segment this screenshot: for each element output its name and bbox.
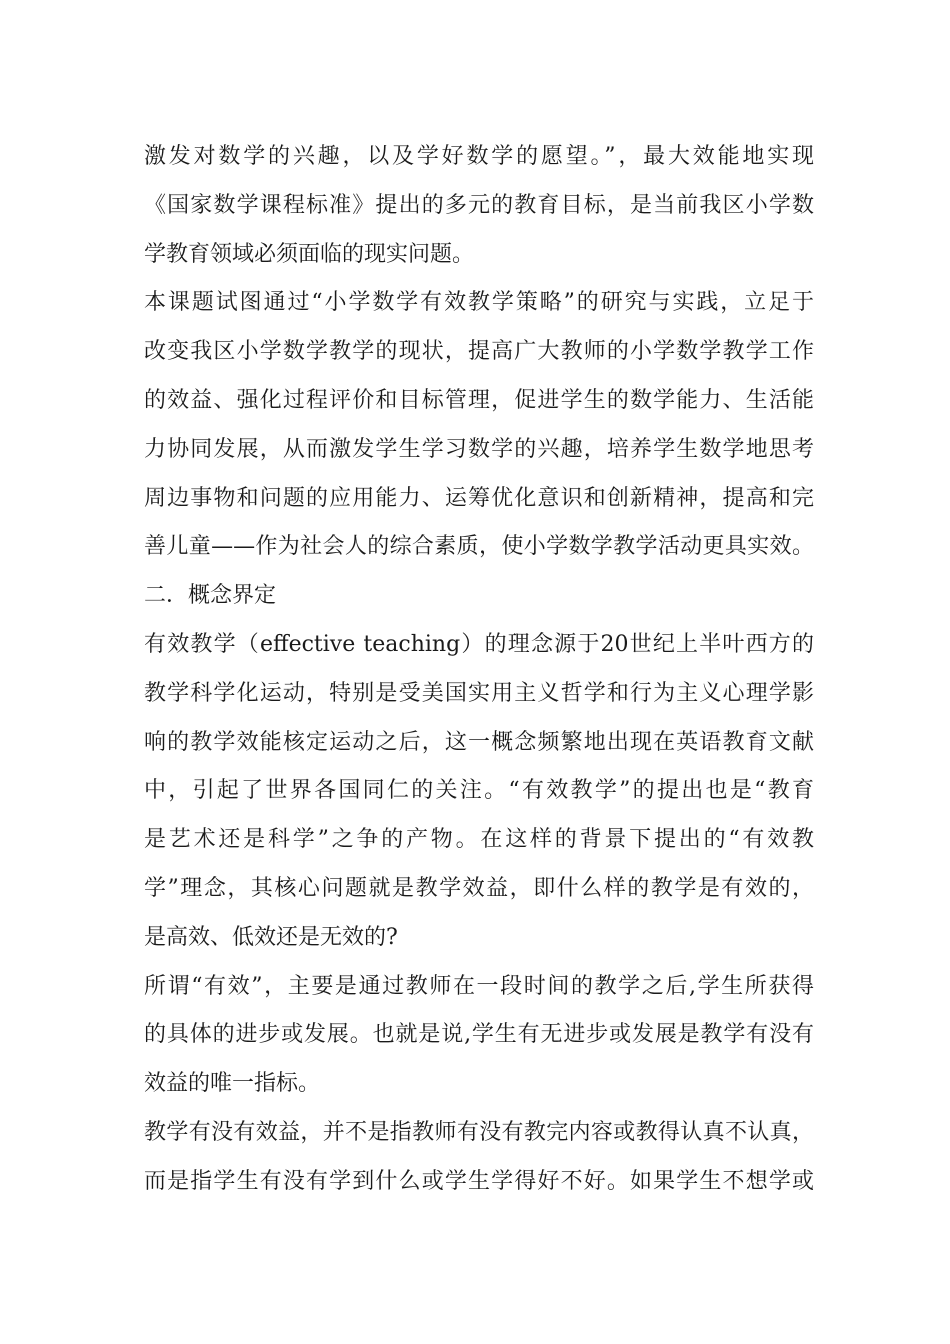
text-line: 激发对数学的兴趣，以及学好数学的愿望。”，最大效能地实现	[144, 144, 814, 169]
text-line: 二．概念界定	[144, 583, 277, 609]
text-line: 的具体的进步或发展。也就是说,学生有无进步或发展是教学有没有	[144, 1022, 814, 1048]
text-line: 改变我区小学数学教学的现状，提高广大教师的小学数学教学工作	[144, 339, 814, 365]
text-line: 响的教学效能核定运动之后，这一概念频繁地出现在英语教育文献	[144, 729, 814, 755]
text-line: 教学有没有效益，并不是指教师有没有教完内容或教得认真不认真，	[144, 1119, 814, 1145]
text-line: 力协同发展，从而激发学生学习数学的兴趣，培养学生数学地思考	[144, 436, 814, 462]
text-line: 的效益、强化过程评价和目标管理，促进学生的数学能力、生活能	[144, 387, 814, 413]
text-line: 周边事物和问题的应用能力、运筹优化意识和创新精神，提高和完	[144, 485, 814, 511]
text-line: 所谓“有效”，主要是通过教师在一段时间的教学之后,学生所获得	[144, 973, 814, 999]
text-line: 学”理念，其核心问题就是教学效益，即什么样的教学是有效的，	[144, 875, 814, 901]
text-line: 有效教学（effective teaching）的理念源于20世纪上半叶西方的	[144, 631, 814, 657]
text-line: 善儿童——作为社会人的综合素质，使小学数学教学活动更具实效。	[144, 534, 814, 560]
text-line: 中，引起了世界各国同仁的关注。“有效教学”的提出也是“教育	[144, 778, 814, 804]
text-line: 学教育领域必须面临的现实问题。	[144, 241, 475, 267]
text-line: 本课题试图通过“小学数学有效教学策略”的研究与实践，立足于	[144, 290, 814, 316]
text-line: 《国家数学课程标准》提出的多元的教育目标，是当前我区小学数	[144, 192, 814, 218]
text-line: 是艺术还是科学”之争的产物。在这样的背景下提出的“有效教	[144, 827, 814, 853]
text-line: 教学科学化运动，特别是受美国实用主义哲学和行为主义心理学影	[144, 680, 814, 706]
body-text	[144, 133, 814, 1207]
text-line: 是高效、低效还是无效的?	[144, 924, 398, 950]
text-line: 而是指学生有没有学到什么或学生学得好不好。如果学生不想学或	[144, 1168, 814, 1194]
text-line: 效益的唯一指标。	[144, 1071, 321, 1097]
